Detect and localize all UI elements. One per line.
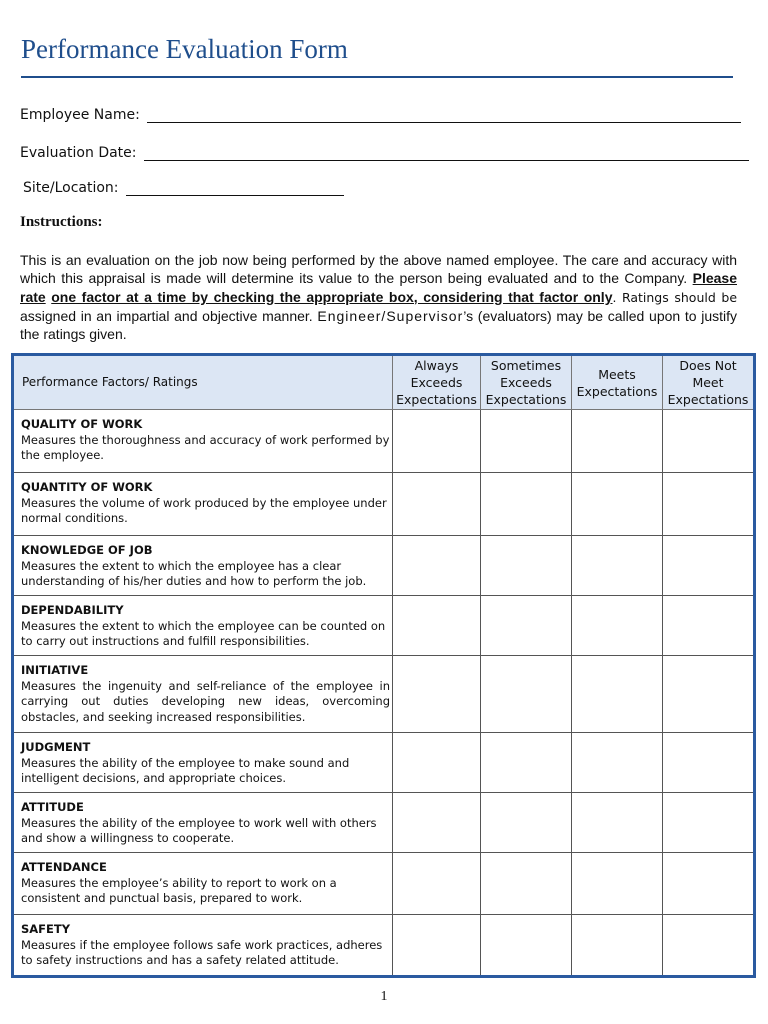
evaluation-date-row [20,144,749,161]
factor-cell [13,536,393,596]
factor-name: DEPENDABILITY [21,603,124,617]
site-location-label: Site/Location: [23,180,119,196]
rating-box-always-exceeds[interactable] [393,793,481,853]
rating-box-meets[interactable] [572,473,663,536]
rating-box-does-not-meet[interactable] [663,733,755,793]
factor-cell [13,853,393,915]
evaluation-date-field[interactable] [144,144,749,161]
please-rate-text: Please rate [20,270,737,305]
table-row [13,915,755,977]
rating-box-always-exceeds[interactable] [393,473,481,536]
rating-box-meets[interactable] [572,915,663,977]
rating-box-always-exceeds[interactable] [393,853,481,915]
rating-box-does-not-meet[interactable] [663,410,755,473]
table-row [13,473,755,536]
factor-cell [13,793,393,853]
factor-description: Measures the extent to which the employee can be counted on to carry out instructions and fulfill responsibilities. [21,618,386,648]
rating-box-sometimes-exceeds[interactable] [481,536,572,596]
factor-name: QUANTITY OF WORK [21,480,153,494]
evaluation-table [11,353,756,978]
factor-description: Measures if the employee follows safe work practices, adheres to safety instructions and has a safety related attitude. [21,937,383,967]
rating-box-always-exceeds[interactable] [393,915,481,977]
factor-cell [13,473,393,536]
employee-name-label: Employee Name: [20,107,140,123]
rating-box-always-exceeds[interactable] [393,536,481,596]
table-row [13,853,755,915]
factor-cell [13,656,393,733]
rating-box-meets[interactable] [572,596,663,656]
title-divider [21,76,733,78]
rating-box-meets[interactable] [572,793,663,853]
factor-description: Measures the volume of work produced by the employee under normal conditions. [21,495,387,525]
rating-box-sometimes-exceeds[interactable] [481,853,572,915]
rating-box-does-not-meet[interactable] [663,656,755,733]
table-row [13,793,755,853]
rating-box-does-not-meet[interactable] [663,596,755,656]
table-row [13,410,755,473]
rating-box-always-exceeds[interactable] [393,656,481,733]
factor-description: Measures the ability of the employee to work well with others and show a willingness to cooperate. [21,815,377,845]
page-number: 1 [380,989,388,1004]
rating-box-always-exceeds[interactable] [393,410,481,473]
rating-box-sometimes-exceeds[interactable] [481,473,572,536]
one-factor-text: one factor at a time by checking the appropriate box, considering that factor only [51,288,613,305]
page-title: Performance Evaluation Form [21,34,348,64]
factor-cell [13,410,393,473]
rating-header-always-exceeds: Always Exceeds Expectations [393,355,481,410]
instructions-p1: This is an evaluation on the job now being performed by the above named employee. The care and accuracy with which this appraisal is made will determine its value to the person being evaluated and to the Company. [20,252,737,287]
rating-box-always-exceeds[interactable] [393,733,481,793]
table-header-row [13,355,755,410]
factor-description: Measures the thoroughness and accuracy of work performed by the employee. [21,432,390,462]
rating-box-meets[interactable] [572,656,663,733]
factor-name: JUDGMENT [21,740,91,754]
rating-box-sometimes-exceeds[interactable] [481,410,572,473]
site-location-field[interactable] [126,179,344,196]
rating-box-sometimes-exceeds[interactable] [481,656,572,733]
rating-box-does-not-meet[interactable] [663,853,755,915]
ratings-should-text: Ratings should be [621,289,738,305]
factor-cell [13,596,393,656]
site-location-row [23,179,344,196]
rating-box-always-exceeds[interactable] [393,596,481,656]
instructions-p2a: assigned in an impartial and objective manner. [20,307,313,324]
employee-name-row [20,106,741,123]
factor-name: KNOWLEDGE OF JOB [21,543,153,557]
rating-box-meets[interactable] [572,536,663,596]
instructions-text: This is an evaluation on the job now being performed by the above named employee. The care and accuracy with which this appraisal is made will determine its value to the person being evaluated and to the Company. Please rate one factor at a time by checking the appropriate box, considering that factor only. Ratings should be assigned in an impartial and objective manner. Engineer/Supervisor’s (evaluators) may be called upon to justify the ratings given. [20,252,738,343]
rating-box-does-not-meet[interactable] [663,473,755,536]
rating-header-sometimes-exceeds: Sometimes Exceeds Expectations [481,355,572,410]
factor-header: Performance Factors/ Ratings [13,355,393,410]
rating-box-does-not-meet[interactable] [663,536,755,596]
rating-box-sometimes-exceeds[interactable] [481,733,572,793]
employee-name-field[interactable] [147,106,741,123]
evaluation-date-label: Evaluation Date: [20,145,137,161]
factor-name: ATTITUDE [21,800,84,814]
instructions-heading: Instructions: [20,214,103,230]
rating-box-sometimes-exceeds[interactable] [481,793,572,853]
instructions-p2b: ’s (evaluators) may be called upon to justify the ratings given. [20,307,737,343]
factor-description: Measures the extent to which the employee has a clear understanding of his/her duties and how to perform the job. [21,558,367,588]
rating-box-does-not-meet[interactable] [663,915,755,977]
rating-box-sometimes-exceeds[interactable] [481,596,572,656]
rating-header-does-not-meet: Does Not Meet Expectations [663,355,755,410]
table-row [13,733,755,793]
table-row [13,536,755,596]
factor-name: ATTENDANCE [21,860,107,874]
table-row [13,656,755,733]
table-row [13,596,755,656]
factor-name: QUALITY OF WORK [21,417,143,431]
factor-description: Measures the ability of the employee to make sound and intelligent decisions, and appropriate choices. [21,755,350,785]
factor-name: SAFETY [21,922,71,936]
factor-description: Measures the ingenuity and self-reliance of the employee in carrying out duties developing new ideas, overcoming obstacles, and seeking increased responsibilities. [21,678,390,724]
factor-cell [13,733,393,793]
factor-name: INITIATIVE [21,663,89,677]
rating-box-meets[interactable] [572,410,663,473]
rating-box-does-not-meet[interactable] [663,793,755,853]
rating-box-meets[interactable] [572,853,663,915]
engineer-text: Engineer/Supervisor [317,307,464,324]
rating-box-meets[interactable] [572,733,663,793]
factor-description: Measures the employee’s ability to report to work on a consistent and punctual basis, prepared to work. [21,875,337,905]
rating-box-sometimes-exceeds[interactable] [481,915,572,977]
rating-header-meets: Meets Expectations [572,355,663,410]
factor-cell [13,915,393,977]
